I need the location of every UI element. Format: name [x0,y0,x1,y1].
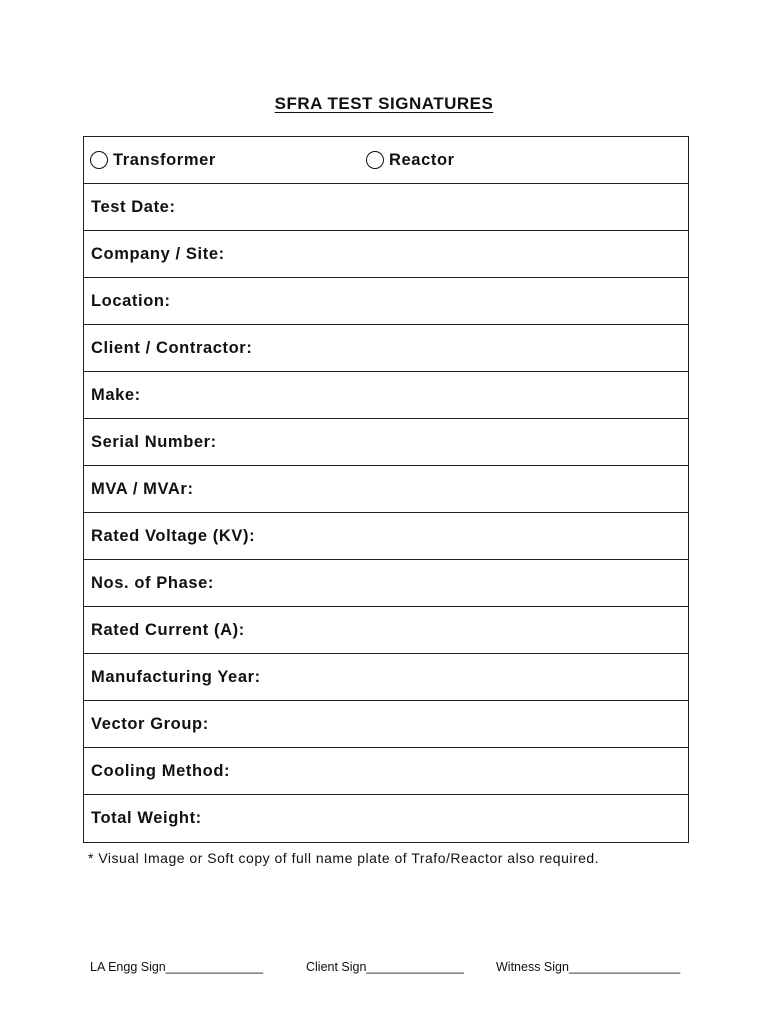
field-label: Make: [91,385,141,404]
option-reactor-label: Reactor [389,150,455,169]
field-label: Vector Group: [91,714,209,733]
field-row-cooling-method[interactable] [84,748,688,795]
field-label: Total Weight: [91,809,202,827]
option-transformer-label: Transformer [113,150,216,169]
option-transformer[interactable] [90,151,216,170]
witness-signature[interactable]: Witness Sign________________ [496,960,681,974]
radio-circle-icon[interactable] [366,151,384,169]
field-row-manufacturing-year[interactable] [84,654,688,701]
field-row-rated-voltage[interactable] [84,513,688,560]
option-reactor[interactable] [366,151,455,170]
field-row-vector-group[interactable] [84,701,688,748]
client-signature[interactable]: Client Sign______________ [306,960,464,974]
field-row-company-site[interactable] [84,231,688,278]
field-row-make[interactable] [84,372,688,419]
equipment-type-row [84,137,688,184]
field-label: Rated Voltage (KV): [91,526,256,545]
field-label: Test Date: [91,197,176,216]
field-label: Company / Site: [91,244,225,263]
field-row-total-weight[interactable] [84,795,688,842]
field-label: Serial Number: [91,432,217,451]
field-label: Location: [91,291,171,310]
field-row-mva-mvar[interactable] [84,466,688,513]
field-label: Nos. of Phase: [91,573,215,592]
field-label: MVA / MVAr: [91,479,194,498]
field-row-serial-number[interactable] [84,419,688,466]
footnote: * Visual Image or Soft copy of full name plate of Trafo/Reactor also required. [88,850,600,866]
la-engg-signature[interactable]: LA Engg Sign______________ [90,960,264,974]
field-row-location[interactable] [84,278,688,325]
radio-circle-icon[interactable] [90,151,108,169]
field-label: Manufacturing Year: [91,667,261,686]
field-row-nos-of-phase[interactable] [84,560,688,607]
form-title-text: SFRA TEST SIGNATURES [274,94,494,113]
form-title [0,94,768,114]
field-row-client-contractor[interactable] [84,325,688,372]
field-label: Cooling Method: [91,761,231,780]
field-label: Client / Contractor: [91,338,253,357]
details-form [83,136,689,843]
field-row-rated-current[interactable] [84,607,688,654]
field-label: Rated Current (A): [91,620,245,639]
field-row-test-date[interactable] [84,184,688,231]
